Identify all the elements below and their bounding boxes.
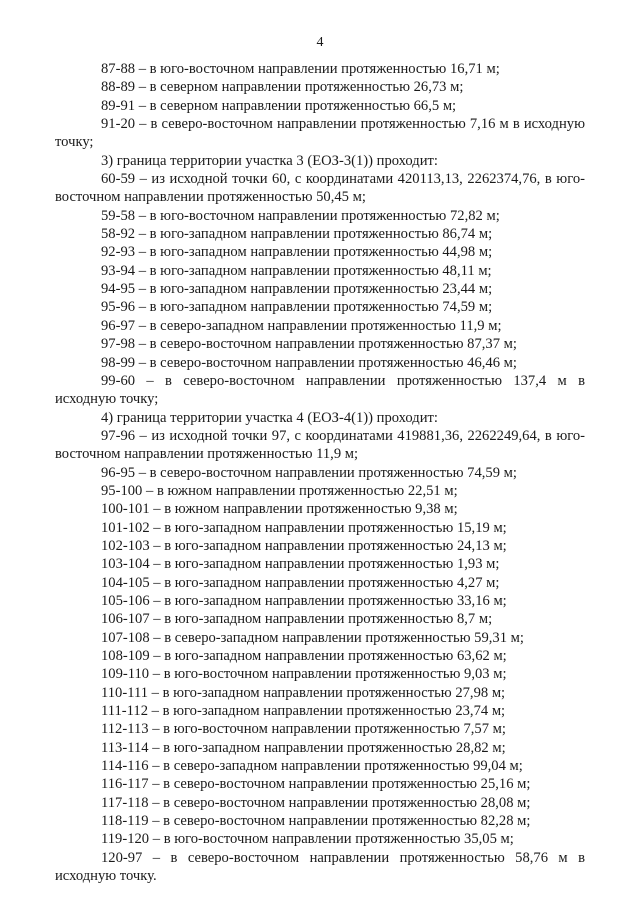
paragraph: 93-94 – в юго-западном направлении протяженностью 48,11 м; xyxy=(101,262,492,279)
page-number: 4 xyxy=(316,35,324,50)
paragraph: 95-96 – в юго-западном направлении протяженностью 74,59 м; xyxy=(101,299,493,316)
paragraph: 95-100 – в южном направлении протяженностью 22,51 м; xyxy=(101,482,458,499)
paragraph: 58-92 – в юго-западном направлении протяженностью 86,74 м; xyxy=(101,226,493,243)
paragraph: 92-93 – в юго-западном направлении протяженностью 44,98 м; xyxy=(101,244,493,261)
paragraph: 97-96 – из исходной точки 97, с координатами 419881,36, 2262249,64, в юго-восточном направлении протяженностью 11,9 м; xyxy=(55,427,585,463)
document-body xyxy=(55,60,585,885)
paragraph: 118-119 – в северо-восточном направлении протяженностью 82,28 м; xyxy=(101,813,531,830)
paragraph: 116-117 – в северо-восточном направлении протяженностью 25,16 м; xyxy=(101,776,531,793)
section-heading: 3) граница территории участка 3 (ЕОЗ-3(1)) проходит: xyxy=(101,152,438,169)
paragraph: 89-91 – в северном направлении протяженностью 66,5 м; xyxy=(101,97,457,114)
paragraph: 108-109 – в юго-западном направлении протяженностью 63,62 м; xyxy=(101,648,507,664)
paragraph: 98-99 – в северо-восточном направлении протяженностью 46,46 м; xyxy=(101,354,517,371)
paragraph: 119-120 – в юго-восточном направлении протяженностью 35,05 м; xyxy=(101,831,514,848)
paragraph: 111-112 – в юго-западном направлении протяженностью 23,74 м; xyxy=(101,703,506,720)
paragraph: 105-106 – в юго-западном направлении протяженностью 33,16 м; xyxy=(101,592,507,609)
paragraph: 103-104 – в юго-западном направлении протяженностью 1,93 м; xyxy=(101,556,500,573)
paragraph: 113-114 – в юго-западном направлении протяженностью 28,82 м; xyxy=(101,739,506,756)
paragraph: 100-101 – в южном направлении протяженностью 9,38 м; xyxy=(101,501,458,518)
paragraph: 87-88 – в юго-восточном направлении протяженностью 16,71 м; xyxy=(101,61,500,77)
paragraph: 112-113 – в юго-восточном направлении протяженностью 7,57 м; xyxy=(101,721,506,738)
paragraph: 106-107 – в юго-западном направлении протяженностью 8,7 м; xyxy=(101,611,493,628)
paragraph: 94-95 – в юго-западном направлении протяженностью 23,44 м; xyxy=(101,281,493,298)
paragraph: 88-89 – в северном направлении протяженностью 26,73 м; xyxy=(101,79,464,96)
paragraph: 97-98 – в северо-восточном направлении протяженностью 87,37 м; xyxy=(101,336,517,353)
paragraph: 109-110 – в юго-восточном направлении протяженностью 9,03 м; xyxy=(101,666,507,683)
paragraph: 110-111 – в юго-западном направлении протяженностью 27,98 м; xyxy=(101,684,506,701)
paragraph: 117-118 – в северо-восточном направлении протяженностью 28,08 м; xyxy=(101,794,531,811)
paragraph: 104-105 – в юго-западном направлении протяженностью 4,27 м; xyxy=(101,574,500,591)
paragraph: 96-97 – в северо-западном направлении протяженностью 11,9 м; xyxy=(101,317,502,334)
paragraph: 107-108 – в северо-западном направлении протяженностью 59,31 м; xyxy=(101,629,524,646)
paragraph: 96-95 – в северо-восточном направлении протяженностью 74,59 м; xyxy=(101,464,517,481)
paragraph: 102-103 – в юго-западном направлении протяженностью 24,13 м; xyxy=(101,537,507,554)
paragraph: 59-58 – в юго-восточном направлении протяженностью 72,82 м; xyxy=(101,207,500,224)
paragraph: 99-60 – в северо-восточном направлении протяженностью 137,4 м в исходную точку; xyxy=(55,372,585,408)
paragraph: 120-97 – в северо-восточном направлении протяженностью 58,76 м в исходную точку. xyxy=(55,849,585,885)
paragraph: 60-59 – из исходной точки 60, с координатами 420113,13, 2262374,76, в юго-восточном направлении протяженностью 50,45 м; xyxy=(55,171,585,206)
paragraph: 91-20 – в северо-восточном направлении протяженностью 7,16 м в исходную точку; xyxy=(55,116,585,151)
paragraph: 101-102 – в юго-западном направлении протяженностью 15,19 м; xyxy=(101,519,507,536)
section-heading: 4) граница территории участка 4 (ЕОЗ-4(1)) проходит: xyxy=(101,409,438,426)
paragraph: 114-116 – в северо-западном направлении протяженностью 99,04 м; xyxy=(101,758,523,775)
